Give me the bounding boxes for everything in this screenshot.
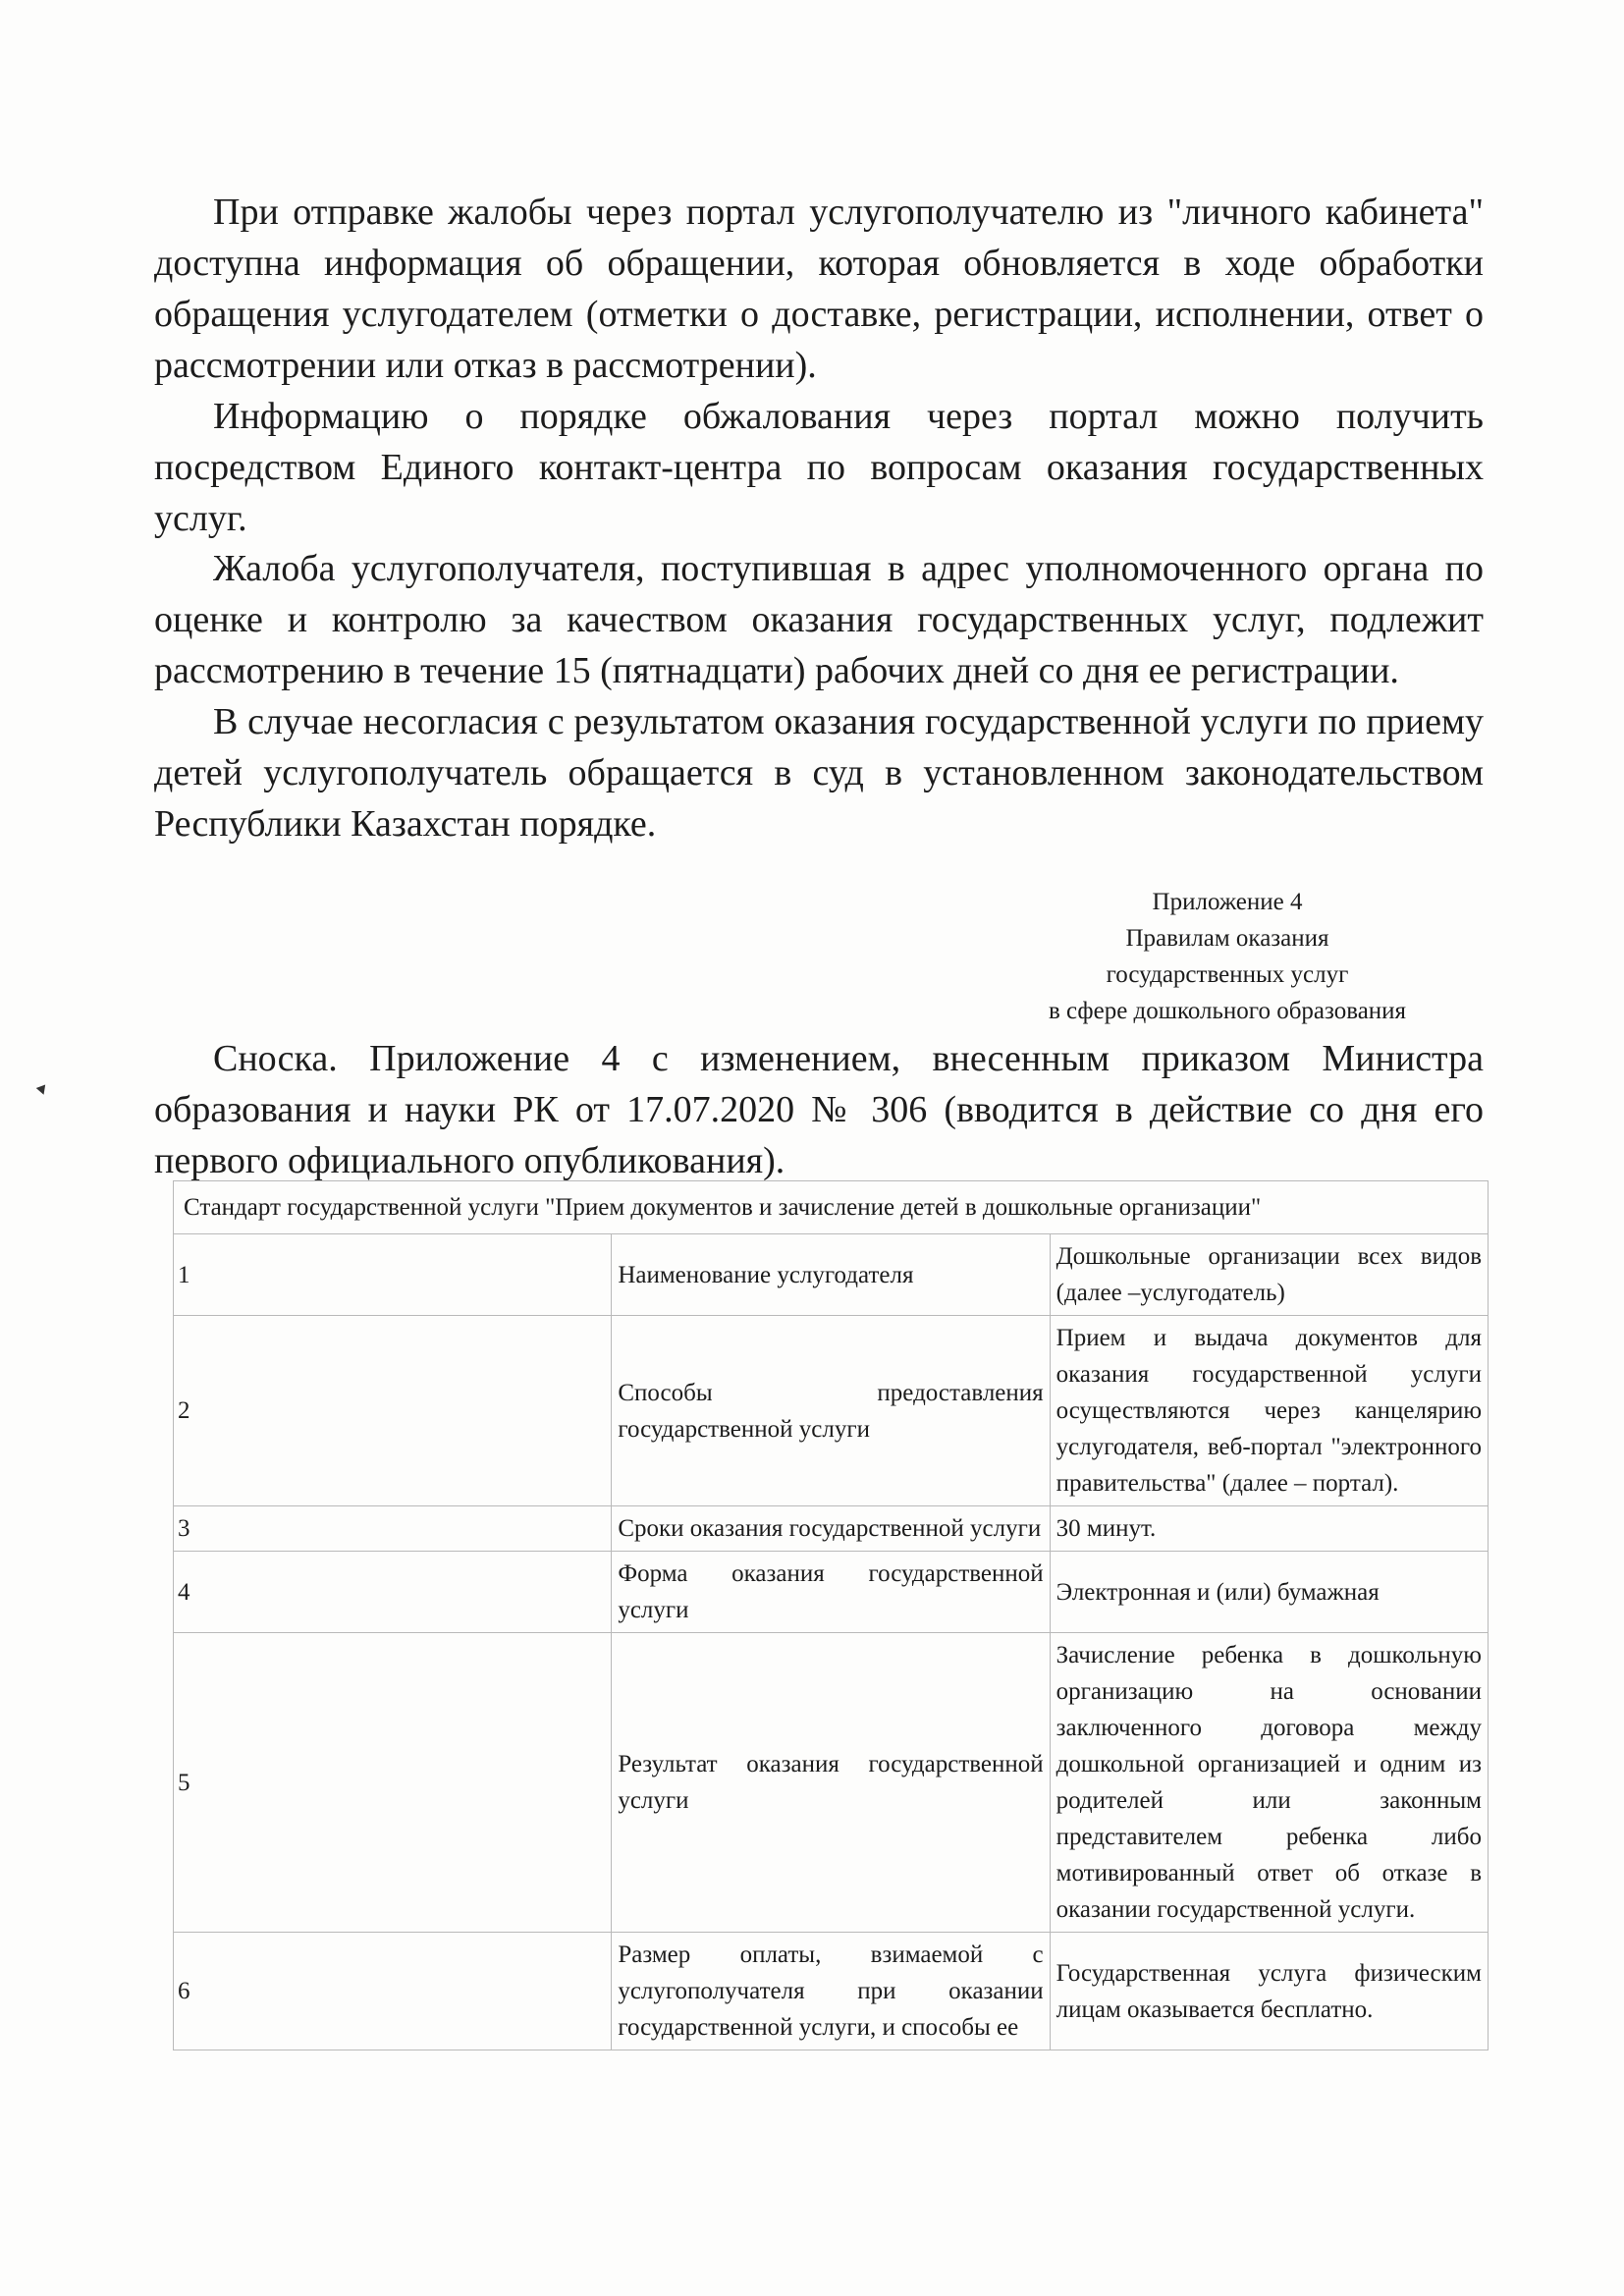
- table-title: Стандарт государственной услуги "Прием документов и зачисление детей в дошкольные организации": [174, 1181, 1489, 1234]
- footnote-text: Сноска. Приложение 4 с изменением, внесенным приказом Министра образования и науки РК от 17.07.2020 № 306 (вводится в действие со дня его первого официального опубликования).: [154, 1038, 1484, 1181]
- row-name: Результат оказания государственной услуги: [612, 1633, 1050, 1933]
- table-row: [174, 1234, 1489, 1316]
- table-row: [174, 1933, 1489, 2050]
- row-number: 4: [174, 1552, 612, 1633]
- row-value: Электронная и (или) бумажная: [1050, 1552, 1488, 1633]
- table-row: [174, 1506, 1489, 1552]
- complaint-portal-paragraph: [154, 187, 1484, 391]
- table-row: [174, 1633, 1489, 1933]
- row-value: 30 минут.: [1050, 1506, 1488, 1552]
- row-name: Наименование услугодателя: [612, 1234, 1050, 1316]
- row-name: Способы предоставления государственной услуги: [612, 1316, 1050, 1506]
- row-name: Сроки оказания государственной услуги: [612, 1506, 1050, 1552]
- service-standard-table: [173, 1180, 1489, 2050]
- row-value: Государственная услуга физическим лицам оказывается бесплатно.: [1050, 1933, 1488, 2050]
- paragraph-text: Информацию о порядке обжалования через портал можно получить посредством Единого контакт-центра по вопросам оказания государственных услуг.: [154, 396, 1484, 539]
- appendix-line: Приложение 4: [1152, 889, 1303, 915]
- appendix-line: Правилам оказания: [1125, 925, 1329, 952]
- row-value: Прием и выдача документов для оказания государственной услуги осуществляются через канцелярию услугодателя, веб-портал "электронного правительства" (далее – портал).: [1050, 1316, 1488, 1506]
- row-name: Форма оказания государственной услуги: [612, 1552, 1050, 1633]
- complaint-review-paragraph: [154, 543, 1484, 696]
- row-number: 1: [174, 1234, 612, 1316]
- appendix-line: в сфере дошкольного образования: [1048, 998, 1407, 1024]
- scan-mark: [36, 1085, 48, 1097]
- court-appeal-paragraph: [154, 696, 1484, 849]
- table-row: [174, 1552, 1489, 1633]
- row-number: 2: [174, 1316, 612, 1506]
- appeal-info-paragraph: [154, 391, 1484, 544]
- appendix-line: государственных услуг: [1106, 961, 1349, 988]
- row-number: 3: [174, 1506, 612, 1552]
- row-value: Зачисление ребенка в дошкольную организацию на основании заключенного договора между дошкольной организацией и одним из родителей или законным представителем ребенка либо мотивированный ответ об отказе в оказании государственной услуги.: [1050, 1633, 1488, 1933]
- appendix-heading: [1001, 884, 1453, 1029]
- table-row: [174, 1316, 1489, 1506]
- row-number: 5: [174, 1633, 612, 1933]
- row-value: Дошкольные организации всех видов (далее –услугодатель): [1050, 1234, 1488, 1316]
- paragraph-text: При отправке жалобы через портал услугополучателю из "личного кабинета" доступна информация об обращении, которая обновляется в ходе обработки обращения услугодателем (отметки о доставке, регистрации, исполнении, ответ о рассмотрении или отказ в рассмотрении).: [154, 191, 1484, 386]
- footnote-paragraph: [154, 1033, 1484, 1186]
- paragraph-text: В случае несогласия с результатом оказания государственной услуги по приему детей услугополучатель обращается в суд в установленном законодательством Республики Казахстан порядке.: [154, 701, 1484, 845]
- row-number: 6: [174, 1933, 612, 2050]
- table-title-row: [174, 1181, 1489, 1234]
- paragraph-text: Жалоба услугополучателя, поступившая в адрес уполномоченного органа по оценке и контролю за качеством оказания государственных услуг, подлежит рассмотрению в течение 15 (пятнадцати) рабочих дней со дня ее регистрации.: [154, 548, 1484, 691]
- row-name: Размер оплаты, взимаемой с услугополучателя при оказании государственной услуги, и способы ее: [612, 1933, 1050, 2050]
